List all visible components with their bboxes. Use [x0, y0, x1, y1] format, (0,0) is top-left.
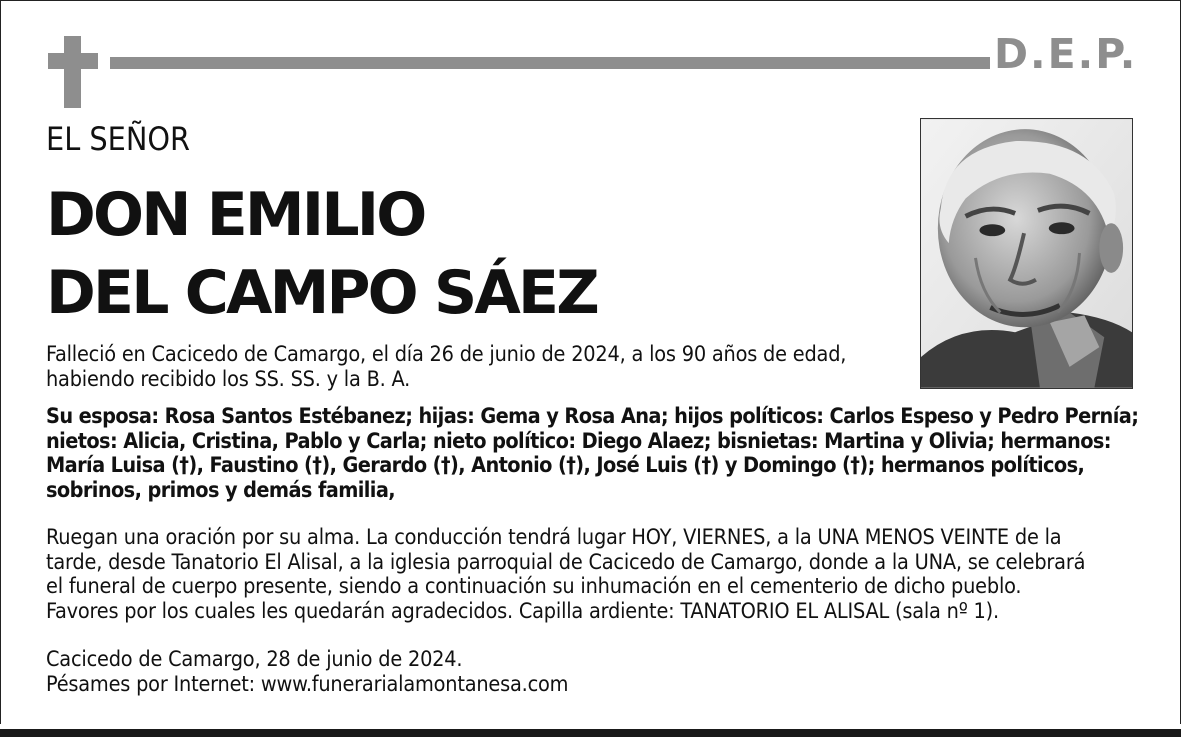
- cross-icon: [64, 36, 81, 108]
- header-rule: [110, 57, 990, 69]
- dep-badge: D.E.P.: [994, 30, 1138, 78]
- death-line-1: Falleció en Cacicedo de Camargo, el día 26 de junio de 2024, a los 90 años de edad,: [46, 342, 847, 367]
- closing: [46, 648, 1141, 697]
- name-line-1: DON EMILIO: [46, 180, 425, 250]
- cross-icon-bar: [48, 53, 98, 69]
- place-date: Cacicedo de Camargo, 28 de junio de 2024.: [46, 647, 463, 672]
- family-line-2: nietos: Alicia, Cristina, Pablo y Carla; nieto político: Diego Alaez; bisnietas: Martina y Olivia; hermanos:: [46, 428, 1111, 454]
- service-details: [46, 526, 1141, 624]
- service-line-2: tarde, desde Tanatorio El Alisal, a la iglesia parroquial de Cacicedo de Camargo, donde a la UNA, se celebrará: [46, 549, 1086, 575]
- family-line-3: María Luisa (†), Faustino (†), Gerardo (†), Antonio (†), José Luis (†) y Domingo (†); hermanos políticos,: [46, 453, 1085, 478]
- bottom-border: [0, 729, 1181, 737]
- service-line-4: Favores por los cuales les quedarán agradecidos. Capilla ardiente: TANATORIO EL ALISAL (sala nº 1).: [46, 598, 999, 624]
- family-line-4: sobrinos, primos y demás familia,: [46, 477, 396, 503]
- family-list: [46, 405, 1141, 503]
- title-prefix: EL SEÑOR: [46, 120, 191, 158]
- death-notice: [46, 343, 1141, 392]
- condolences-link: Pésames por Internet: www.funerarialamontanesa.com: [46, 671, 569, 697]
- service-line-1: Ruegan una oración por su alma. La conducción tendrá lugar HOY, VIERNES, a la UNA MENOS VEINTE de la: [46, 525, 1062, 550]
- death-line-2: habiendo recibido los SS. SS. y la B. A.: [46, 366, 411, 392]
- deceased-name: [46, 176, 597, 332]
- family-line-1: Su esposa: Rosa Santos Estébanez; hijas: Gema y Rosa Ana; hijos políticos: Carlos Espeso y Pedro Pernía;: [46, 404, 1139, 429]
- name-line-2: DEL CAMPO SÁEZ: [46, 258, 597, 328]
- service-line-3: el funeral de cuerpo presente, siendo a continuación su inhumación en el cementerio de dicho pueblo.: [46, 574, 1022, 599]
